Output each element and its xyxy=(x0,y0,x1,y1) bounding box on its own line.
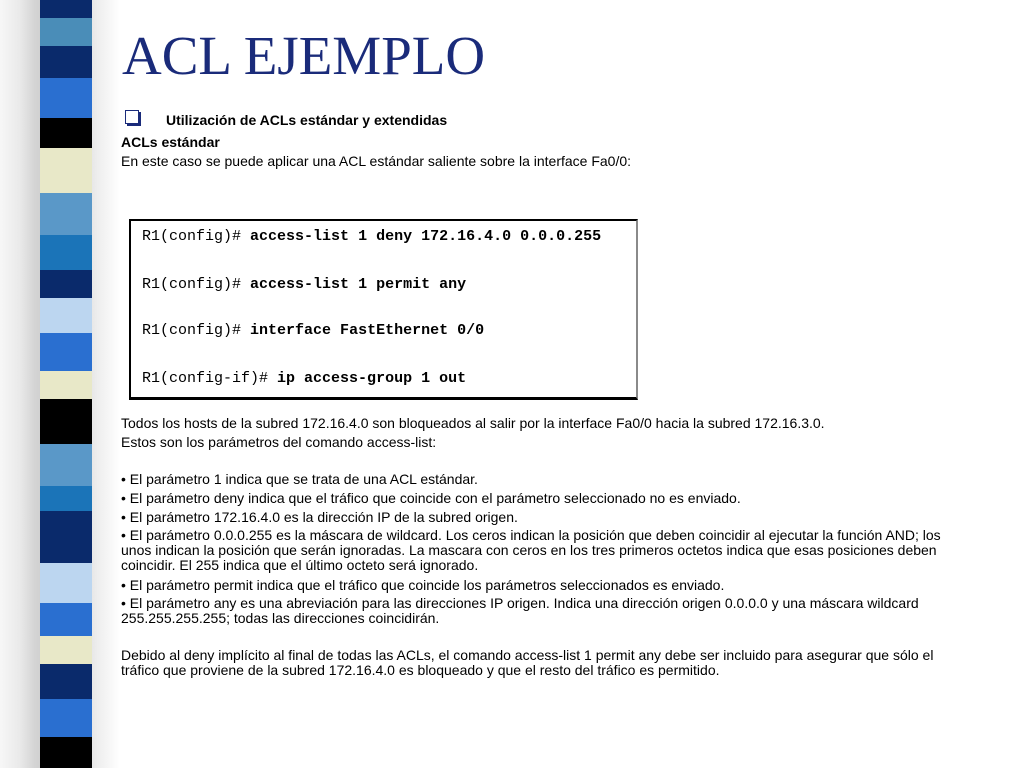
code-line xyxy=(142,276,466,294)
bullet-item: • El parámetro 0.0.0.255 es la máscara de wildcard. Los ceros indican la posición que deben coincidir al ejecutar la función AND; los unos indican la posición que serán ignoradas. La mascara con ceros en los tres primeros octetos indica que esas posiciones deben coincidir. El 255 indica que el último octeto será ignorado. xyxy=(121,527,941,573)
decorative-stripe xyxy=(40,298,92,333)
decorative-stripe xyxy=(40,270,92,298)
square-bullet-icon xyxy=(125,110,139,124)
bullet-item: • El parámetro any es una abreviación para las direcciones IP origen. Indica una dirección origen 0.0.0.0 y una máscara wildcard 255.255.255.255; todas las direcciones coincidirán. xyxy=(121,595,919,626)
bullet-item: • El parámetro 172.16.4.0 es la dirección IP de la subred origen. xyxy=(121,509,518,525)
decorative-stripe xyxy=(40,444,92,486)
decorative-stripe xyxy=(40,511,92,563)
decorative-stripe xyxy=(40,148,92,193)
code-prompt: R1(config)# xyxy=(142,228,242,245)
decorative-stripe xyxy=(40,0,92,18)
code-prompt: R1(config)# xyxy=(142,322,242,339)
code-prompt: R1(config-if)# xyxy=(142,370,269,387)
code-command: access-list 1 permit any xyxy=(250,276,467,293)
slide-title: ACL EJEMPLO xyxy=(122,25,486,86)
decorative-stripe xyxy=(40,664,92,699)
subheading: ACLs estándar xyxy=(121,134,220,150)
hosts-blocked-text: Todos los hosts de la subred 172.16.4.0 son bloqueados al salir por la interface Fa0/0 hacia la subred 172.16.3.0. xyxy=(121,415,825,431)
decorative-stripe xyxy=(40,486,92,511)
code-line xyxy=(142,370,466,388)
bullet-item: • El parámetro permit indica que el tráfico que coincide los parámetros seleccionados es enviado. xyxy=(121,577,725,593)
bullet-item: • El parámetro 1 indica que se trata de una ACL estándar. xyxy=(121,471,478,487)
decorative-stripe xyxy=(40,78,92,118)
decorative-stripe xyxy=(40,563,92,603)
code-command: interface FastEthernet 0/0 xyxy=(250,322,485,339)
decorative-stripe xyxy=(40,603,92,636)
bullet-item: • El parámetro deny indica que el tráfico que coincide con el parámetro seleccionado no es enviado. xyxy=(121,490,741,506)
code-line xyxy=(142,228,601,246)
decorative-stripe xyxy=(40,235,92,270)
code-command: ip access-group 1 out xyxy=(277,370,467,387)
intro-text: En este caso se puede aplicar una ACL estándar saliente sobre la interface Fa0/0: xyxy=(121,153,632,169)
decorative-stripe xyxy=(40,333,92,371)
bullet-heading: Utilización de ACLs estándar y extendidas xyxy=(166,112,448,128)
decorative-stripe xyxy=(40,737,92,768)
decorative-stripe xyxy=(40,46,92,78)
code-prompt: R1(config)# xyxy=(142,276,242,293)
code-box xyxy=(129,219,638,400)
decorative-stripe xyxy=(40,399,92,444)
code-line xyxy=(142,322,484,340)
decorative-stripe xyxy=(40,371,92,399)
conclusion-text: Debido al deny implícito al final de todas las ACLs, el comando access-list 1 permit any debe ser incluido para asegurar que sólo el tráfico que proviene de la subred 172.16.4.0 es bloqueado y que el resto del tráfico es permitido. xyxy=(121,647,934,678)
decorative-stripe xyxy=(40,636,92,664)
decorative-stripe-column xyxy=(40,0,92,768)
params-intro-text: Estos son los parámetros del comando access-list: xyxy=(121,434,437,450)
decorative-stripe xyxy=(40,193,92,235)
decorative-stripe xyxy=(40,18,92,46)
decorative-stripe xyxy=(40,118,92,148)
code-command: access-list 1 deny 172.16.4.0 0.0.0.255 xyxy=(250,228,602,245)
decorative-stripe xyxy=(40,699,92,737)
